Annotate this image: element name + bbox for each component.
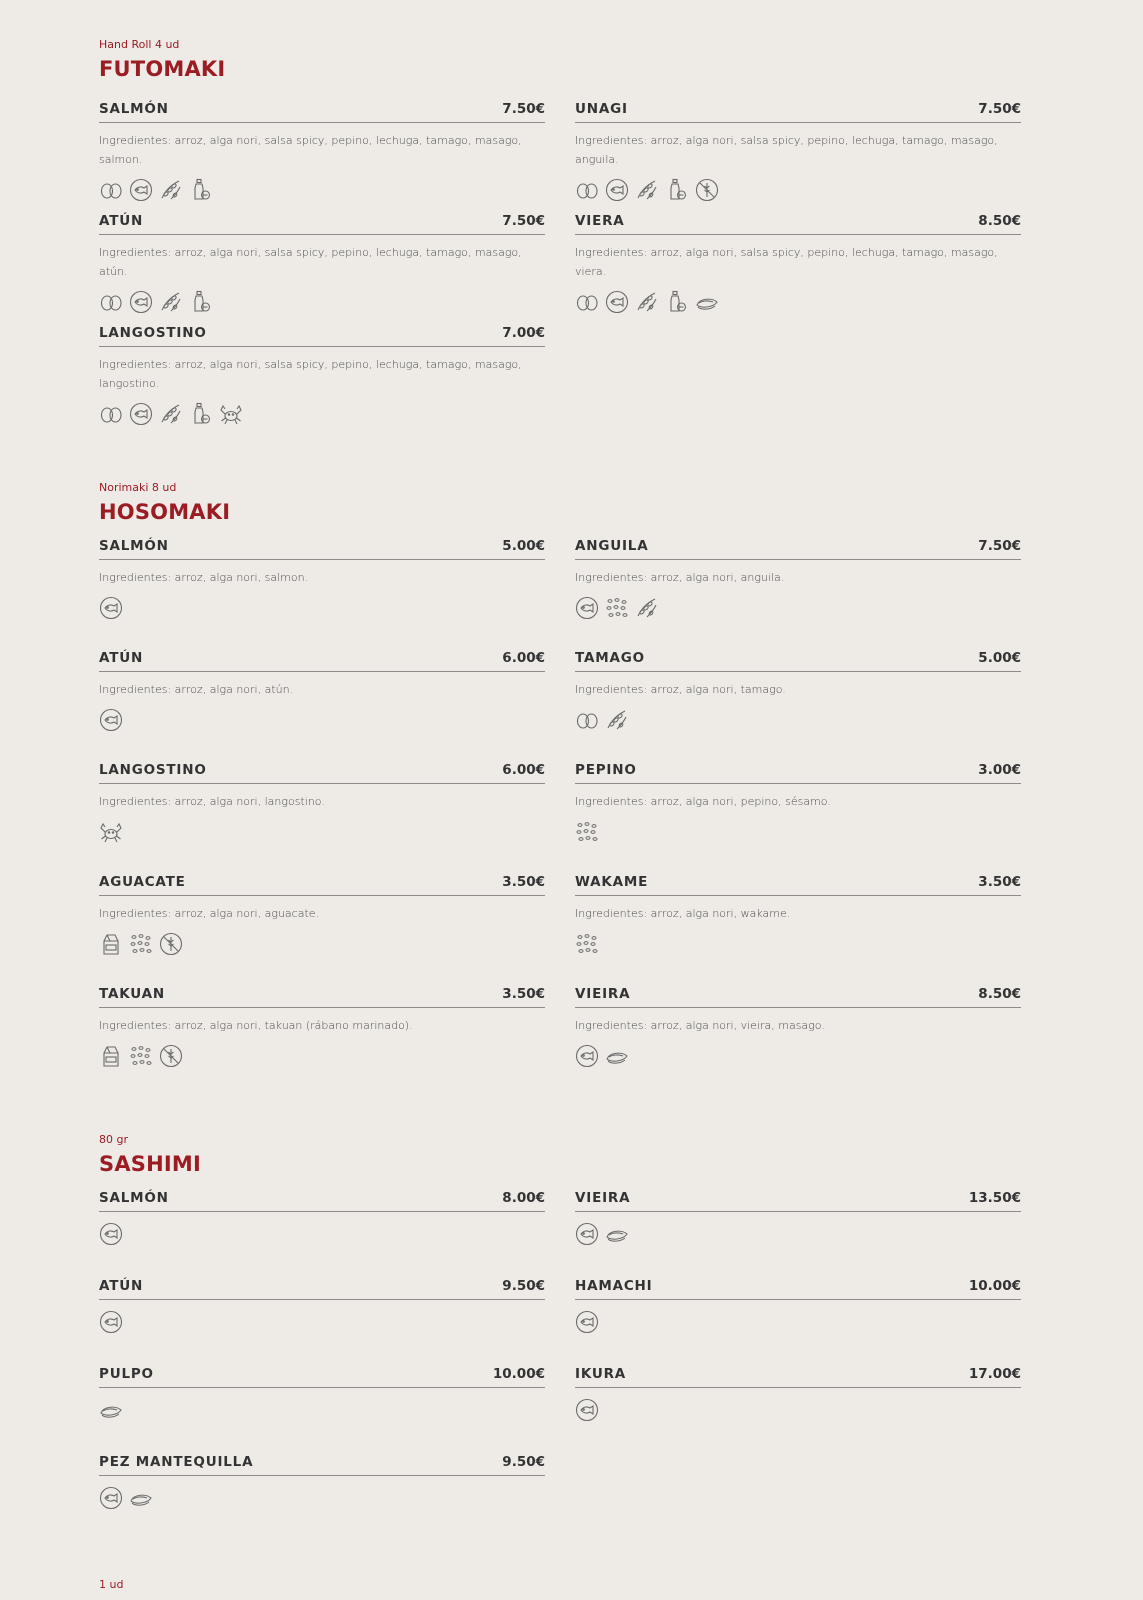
sesame-icon: [129, 932, 153, 956]
mollusc-icon: [605, 1044, 629, 1068]
allergen-icons: [99, 932, 545, 958]
sauce-bottle-icon: [665, 178, 689, 202]
menu-item-price: 13.50€: [968, 1190, 1021, 1206]
menu-item-ingredients: Ingredientes: arroz, alga nori, takuan (rábano marinado).: [99, 1019, 413, 1032]
fish-icon: [99, 1486, 123, 1510]
fish-icon: [129, 290, 153, 314]
allergen-icons: [99, 708, 545, 734]
menu-item-name: TAMAGO: [575, 650, 645, 666]
menu-item-header: [575, 210, 1021, 235]
menu-item-name: ANGUILA: [575, 538, 649, 554]
allergen-icons: [99, 1044, 545, 1070]
allergen-icons: [99, 402, 545, 428]
sesame-icon: [575, 932, 599, 956]
fish-icon: [575, 596, 599, 620]
menu-item-price: 7.50€: [502, 213, 545, 229]
fish-icon: [129, 178, 153, 202]
menu-item: [99, 1451, 545, 1512]
menu-item-header: [99, 1363, 545, 1388]
menu-item-header: [99, 871, 545, 896]
no-gluten-icon: [159, 1044, 183, 1068]
menu-item-ingredients: Ingredientes: arroz, alga nori, salsa spicy, pepino, lechuga, tamago, masago, atún.: [99, 246, 522, 278]
menu-item-price: 3.50€: [502, 874, 545, 890]
menu-item: [575, 983, 1021, 1070]
menu-item-header: [99, 210, 545, 235]
allergen-icons: [575, 290, 1021, 316]
allergen-icons: [575, 932, 1021, 958]
menu-item-header: [99, 983, 545, 1008]
milk-icon: [99, 932, 123, 956]
menu-item-header: [575, 98, 1021, 123]
menu-item-name: SALMÓN: [99, 101, 169, 117]
sesame-icon: [575, 820, 599, 844]
fish-icon: [129, 402, 153, 426]
mollusc-icon: [129, 1486, 153, 1510]
menu-item-name: LANGOSTINO: [99, 325, 207, 341]
menu-item-header: [99, 98, 545, 123]
allergen-icons: [99, 1310, 545, 1336]
allergen-icons: [99, 596, 545, 622]
menu-item-price: 17.00€: [968, 1366, 1021, 1382]
menu-item-price: 6.00€: [502, 762, 545, 778]
menu-item-price: 6.00€: [502, 650, 545, 666]
fish-icon: [605, 290, 629, 314]
menu-item: [575, 1275, 1021, 1336]
fish-icon: [575, 1310, 599, 1334]
allergen-icons: [99, 178, 545, 204]
menu-item-header: [575, 759, 1021, 784]
menu-item: [575, 871, 1021, 958]
crustacean-icon: [99, 820, 123, 844]
menu-item-price: 8.00€: [502, 1190, 545, 1206]
menu-item-header: [99, 647, 545, 672]
menu-item-name: ATÚN: [99, 650, 144, 666]
milk-icon: [99, 1044, 123, 1068]
menu-item-name: VIERA: [575, 213, 625, 229]
allergen-icons: [99, 290, 545, 316]
menu-item: [99, 1275, 545, 1336]
menu-item-header: [575, 1363, 1021, 1388]
menu-item-header: [575, 871, 1021, 896]
menu-item-price: 8.50€: [978, 986, 1021, 1002]
sesame-icon: [605, 596, 629, 620]
mollusc-icon: [605, 1222, 629, 1246]
allergen-icons: [575, 1310, 1021, 1336]
allergen-icons: [575, 708, 1021, 734]
menu-item: [575, 535, 1021, 622]
menu-item-price: 3.00€: [978, 762, 1021, 778]
menu-item: [99, 871, 545, 958]
menu-item: [99, 210, 545, 316]
menu-item-name: UNAGI: [575, 101, 628, 117]
allergen-icons: [99, 820, 545, 846]
menu-item-price: 3.50€: [502, 986, 545, 1002]
menu-item-name: SALMÓN: [99, 538, 169, 554]
menu-item-name: TAKUAN: [99, 986, 165, 1002]
allergen-icons: [575, 1044, 1021, 1070]
menu-item-ingredients: Ingredientes: arroz, alga nori, vieira, masago.: [575, 1019, 825, 1032]
menu-item-ingredients: Ingredientes: arroz, alga nori, atún.: [99, 683, 294, 696]
soy-icon: [635, 290, 659, 314]
section-title: FUTOMAKI: [99, 57, 226, 81]
menu-item-ingredients: Ingredientes: arroz, alga nori, tamago.: [575, 683, 786, 696]
allergen-icons: [575, 596, 1021, 622]
menu-item: [575, 1187, 1021, 1248]
menu-item-header: [575, 535, 1021, 560]
menu-item-ingredients: Ingredientes: arroz, alga nori, salsa spicy, pepino, lechuga, tamago, masago, viera.: [575, 246, 998, 278]
menu-item-name: ATÚN: [99, 1278, 144, 1294]
crustacean-icon: [219, 402, 243, 426]
menu-item-ingredients: Ingredientes: arroz, alga nori, langostino.: [99, 795, 325, 808]
allergen-icons: [99, 1222, 545, 1248]
menu-item-ingredients: Ingredientes: arroz, alga nori, salmon.: [99, 571, 309, 584]
menu-item: [99, 647, 545, 734]
section-subtitle: 80 gr: [99, 1133, 128, 1146]
menu-item-ingredients: Ingredientes: arroz, alga nori, wakame.: [575, 907, 791, 920]
menu-item-name: VIEIRA: [575, 1190, 631, 1206]
menu-item-header: [575, 1187, 1021, 1212]
egg-icon: [575, 290, 599, 314]
sauce-bottle-icon: [189, 402, 213, 426]
fish-icon: [99, 596, 123, 620]
menu-item: [99, 983, 545, 1070]
menu-item-header: [575, 983, 1021, 1008]
menu-item-name: SALMÓN: [99, 1190, 169, 1206]
menu-item-price: 5.00€: [502, 538, 545, 554]
menu-item: [575, 210, 1021, 316]
soy-icon: [159, 178, 183, 202]
sesame-icon: [129, 1044, 153, 1068]
menu-item-name: VIEIRA: [575, 986, 631, 1002]
menu-item-price: 10.00€: [968, 1278, 1021, 1294]
menu-item: [99, 322, 545, 428]
footer-note: 1 ud: [99, 1578, 124, 1591]
sauce-bottle-icon: [189, 290, 213, 314]
menu-item-header: [99, 1451, 545, 1476]
fish-icon: [575, 1044, 599, 1068]
sauce-bottle-icon: [665, 290, 689, 314]
allergen-icons: [575, 820, 1021, 846]
no-gluten-icon: [695, 178, 719, 202]
egg-icon: [575, 708, 599, 732]
menu-item: [99, 1187, 545, 1248]
menu-item-ingredients: Ingredientes: arroz, alga nori, aguacate.: [99, 907, 320, 920]
menu-item-price: 3.50€: [978, 874, 1021, 890]
no-gluten-icon: [159, 932, 183, 956]
section-subtitle: Norimaki 8 ud: [99, 481, 177, 494]
menu-item-ingredients: Ingredientes: arroz, alga nori, salsa spicy, pepino, lechuga, tamago, masago, anguila.: [575, 134, 998, 166]
egg-icon: [99, 290, 123, 314]
sauce-bottle-icon: [189, 178, 213, 202]
section-title: HOSOMAKI: [99, 500, 231, 524]
egg-icon: [99, 178, 123, 202]
menu-item-name: HAMACHI: [575, 1278, 653, 1294]
menu-item-ingredients: Ingredientes: arroz, alga nori, anguila.: [575, 571, 785, 584]
fish-icon: [575, 1222, 599, 1246]
menu-item-name: IKURA: [575, 1366, 627, 1382]
fish-icon: [575, 1398, 599, 1422]
menu-item-price: 7.50€: [502, 101, 545, 117]
menu-item: [99, 535, 545, 622]
egg-icon: [99, 402, 123, 426]
menu-item-price: 7.50€: [978, 538, 1021, 554]
menu-item-name: WAKAME: [575, 874, 649, 890]
soy-icon: [635, 596, 659, 620]
menu-item-header: [575, 1275, 1021, 1300]
fish-icon: [99, 1222, 123, 1246]
allergen-icons: [575, 1398, 1021, 1424]
menu-item: [575, 98, 1021, 204]
soy-icon: [635, 178, 659, 202]
fish-icon: [99, 1310, 123, 1334]
soy-icon: [159, 402, 183, 426]
mollusc-icon: [695, 290, 719, 314]
menu-item-ingredients: Ingredientes: arroz, alga nori, salsa spicy, pepino, lechuga, tamago, masago, salmon.: [99, 134, 522, 166]
allergen-icons: [99, 1486, 545, 1512]
menu-item-price: 8.50€: [978, 213, 1021, 229]
menu-item: [99, 759, 545, 846]
fish-icon: [605, 178, 629, 202]
menu-item-name: ATÚN: [99, 213, 144, 229]
menu-item-name: PEPINO: [575, 762, 637, 778]
menu-item-ingredients: Ingredientes: arroz, alga nori, salsa spicy, pepino, lechuga, tamago, masago, langostino.: [99, 358, 522, 390]
menu-item: [575, 647, 1021, 734]
section-subtitle: Hand Roll 4 ud: [99, 38, 180, 51]
menu-item-price: 10.00€: [492, 1366, 545, 1382]
menu-item-name: LANGOSTINO: [99, 762, 207, 778]
menu-item-ingredients: Ingredientes: arroz, alga nori, pepino, sésamo.: [575, 795, 831, 808]
menu-item-name: PEZ MANTEQUILLA: [99, 1454, 254, 1470]
menu-item: [575, 1363, 1021, 1424]
soy-icon: [605, 708, 629, 732]
fish-icon: [99, 708, 123, 732]
section-title: SASHIMI: [99, 1152, 202, 1176]
menu-item-header: [99, 535, 545, 560]
allergen-icons: [99, 1398, 545, 1424]
menu-item-price: 9.50€: [502, 1278, 545, 1294]
allergen-icons: [575, 1222, 1021, 1248]
menu-item-price: 7.50€: [978, 101, 1021, 117]
mollusc-icon: [99, 1398, 123, 1422]
menu-item-header: [575, 647, 1021, 672]
menu-item-header: [99, 759, 545, 784]
menu-item: [99, 98, 545, 204]
soy-icon: [159, 290, 183, 314]
menu-item-header: [99, 1275, 545, 1300]
menu-item-price: 7.00€: [502, 325, 545, 341]
menu-item: [99, 1363, 545, 1424]
menu-item-price: 9.50€: [502, 1454, 545, 1470]
menu-item-price: 5.00€: [978, 650, 1021, 666]
egg-icon: [575, 178, 599, 202]
menu-item-header: [99, 1187, 545, 1212]
allergen-icons: [575, 178, 1021, 204]
menu-item-name: PULPO: [99, 1366, 154, 1382]
menu-item-header: [99, 322, 545, 347]
menu-item-name: AGUACATE: [99, 874, 186, 890]
menu-item: [575, 759, 1021, 846]
